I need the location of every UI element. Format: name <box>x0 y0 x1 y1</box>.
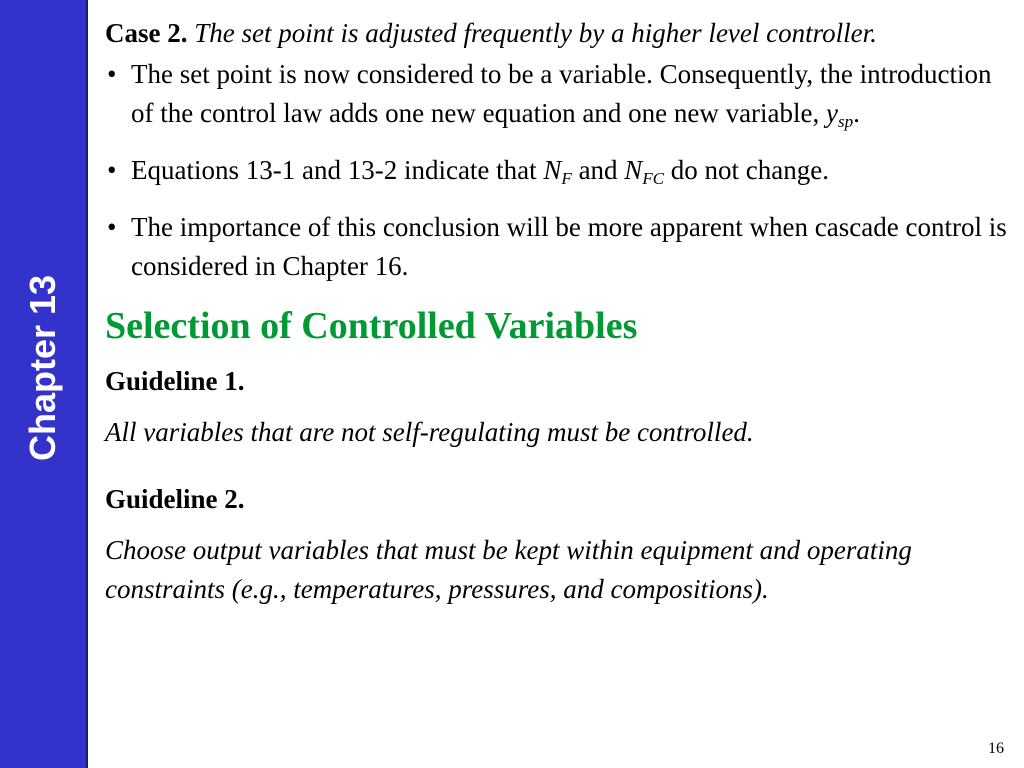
guideline-2-title: Guideline 2. <box>105 484 245 514</box>
bullet-text: Equations 13-1 and 13-2 indicate that <box>131 155 544 185</box>
var-n-subscript: F <box>561 169 572 188</box>
var-n: N <box>624 155 643 185</box>
bullet-text: The set point is now considered to be a variable. Consequently, the introduction of the control law adds one new equation and one new variable, <box>131 59 992 128</box>
chapter-sidebar <box>0 0 88 768</box>
bullet-text: The importance of this conclusion will be more apparent when cascade control is considered in Chapter 16. <box>131 212 1007 281</box>
bullet-item <box>105 151 1015 190</box>
bullet-item <box>105 208 1015 286</box>
guideline-1-text: All variables that are not self-regulating must be controlled. <box>105 417 754 447</box>
bullet-text-end: do not change. <box>664 155 829 185</box>
case-label: Case 2. <box>105 18 188 48</box>
guideline-1-title: Guideline 1. <box>105 366 245 396</box>
var-y: y <box>826 98 838 128</box>
bullet-list <box>105 55 1015 286</box>
var-n-subscript: FC <box>642 169 665 188</box>
guideline-2-text: Choose output variables that must be kept within equipment and operating constraints (e.g., temperatures, pressures, and compositions). <box>105 535 912 604</box>
case-text: The set point is adjusted frequently by a higher level controller. <box>194 18 877 48</box>
slide-content <box>105 14 1015 609</box>
case-heading <box>105 14 1015 53</box>
bullet-text-mid: and <box>571 155 625 185</box>
var-n: N <box>543 155 562 185</box>
section-title: Selection of Controlled Variables <box>105 305 638 347</box>
bullet-end: . <box>853 98 860 128</box>
chapter-label: Chapter 13 <box>22 274 63 462</box>
page-number: 16 <box>988 740 1004 757</box>
var-y-subscript: sp <box>838 112 854 131</box>
bullet-item <box>105 55 1015 133</box>
